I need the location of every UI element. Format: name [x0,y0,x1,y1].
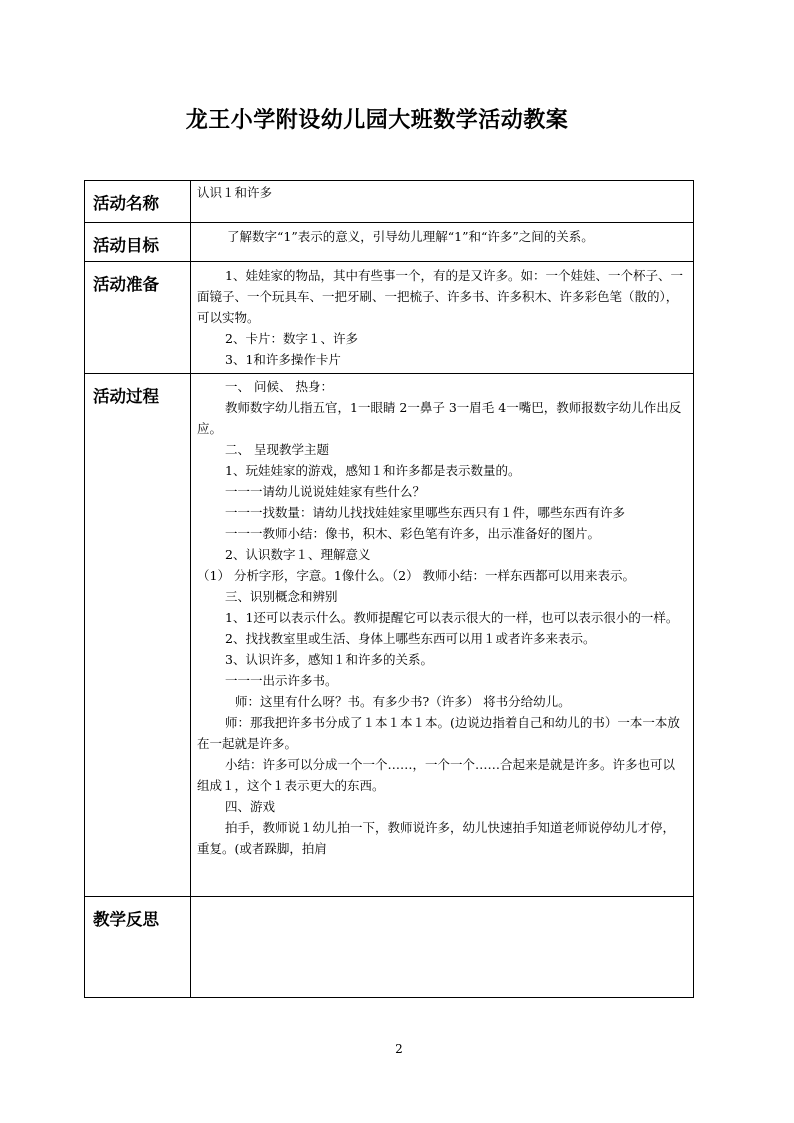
row-content-process: 一、 问候、 热身： 教师数字幼儿指五官，1一眼睛 2一鼻子 3一眉毛 4一嘴巴，教师报数字幼儿作出反应。 二、 呈现教学主题 1、玩娃娃家的游戏，感知１和许多都是表示数量的。 一一一请幼儿说说娃娃家有些什么？ 一一一找数量：请幼儿找找娃娃家里哪些东西只有１件，哪些东西有许多 一一一教师小结：像书，积木、彩色笔有许多，出示准备好的图片。 2、认识数字１、理解意义 （1） 分析字形，字意。1像什么。（2） 教师小结：一样东西都可以用来表示。 三、识别概念和辨别 1、1还可以表示什么。教师提醒它可以表示很大的一样，也可以表示很小的一样。 2、找找教室里或生活、身体上哪些东西可以用１或者许多来表示。 3、认识许多，感知１和许多的关系。 一一一出示许多书。 师：这里有什么呀？书。有多少书?（许多） 将书分给幼儿。 师：那我把许多书分成了１本１本１本。(边说边指着自己和幼儿的书）一本一本放在一起就是许多。 小结：许多可以分成一个一个……，一个一个……合起来是就是许多。许多也可以组成１，这个１表示更大的东西。 四、游戏 拍手，教师说１幼儿拍一下，教师说许多，幼儿快速拍手知道老师说停幼儿才停，重复。(或者跺脚，拍肩 [191,374,694,897]
document-title: 龙王小学附设幼儿园大班数学活动教案 [185,108,569,133]
row-content-name: 认识１和许多 [191,181,694,223]
lesson-plan-table [84,180,694,998]
row-content-reflection [191,897,694,998]
table-row-reflection [85,897,694,998]
row-content-prep: 1、娃娃家的物品，其中有些事一个，有的是又许多。如：一个娃娃、一个杯子、一面镜子、一个玩具车、一把牙刷、一把梳子、许多书、许多积木、许多彩色笔（散的），可以实物。 2、卡片：数字１、许多 3、1和许多操作卡片 [191,262,694,374]
row-label-process: 活动过程 [85,374,191,897]
page-number: 2 [395,1042,403,1056]
row-label-name: 活动名称 [85,181,191,223]
table-row-name [85,181,694,223]
table-row-prep [85,262,694,374]
table-row-goal [85,223,694,262]
row-label-prep: 活动准备 [85,262,191,374]
row-label-goal: 活动目标 [85,223,191,262]
row-content-goal: 了解数字“1”表示的意义，引导幼儿理解“1”和“许多”之间的关系。 [191,223,694,262]
table-row-process [85,374,694,897]
row-label-reflection: 教学反思 [85,897,191,998]
